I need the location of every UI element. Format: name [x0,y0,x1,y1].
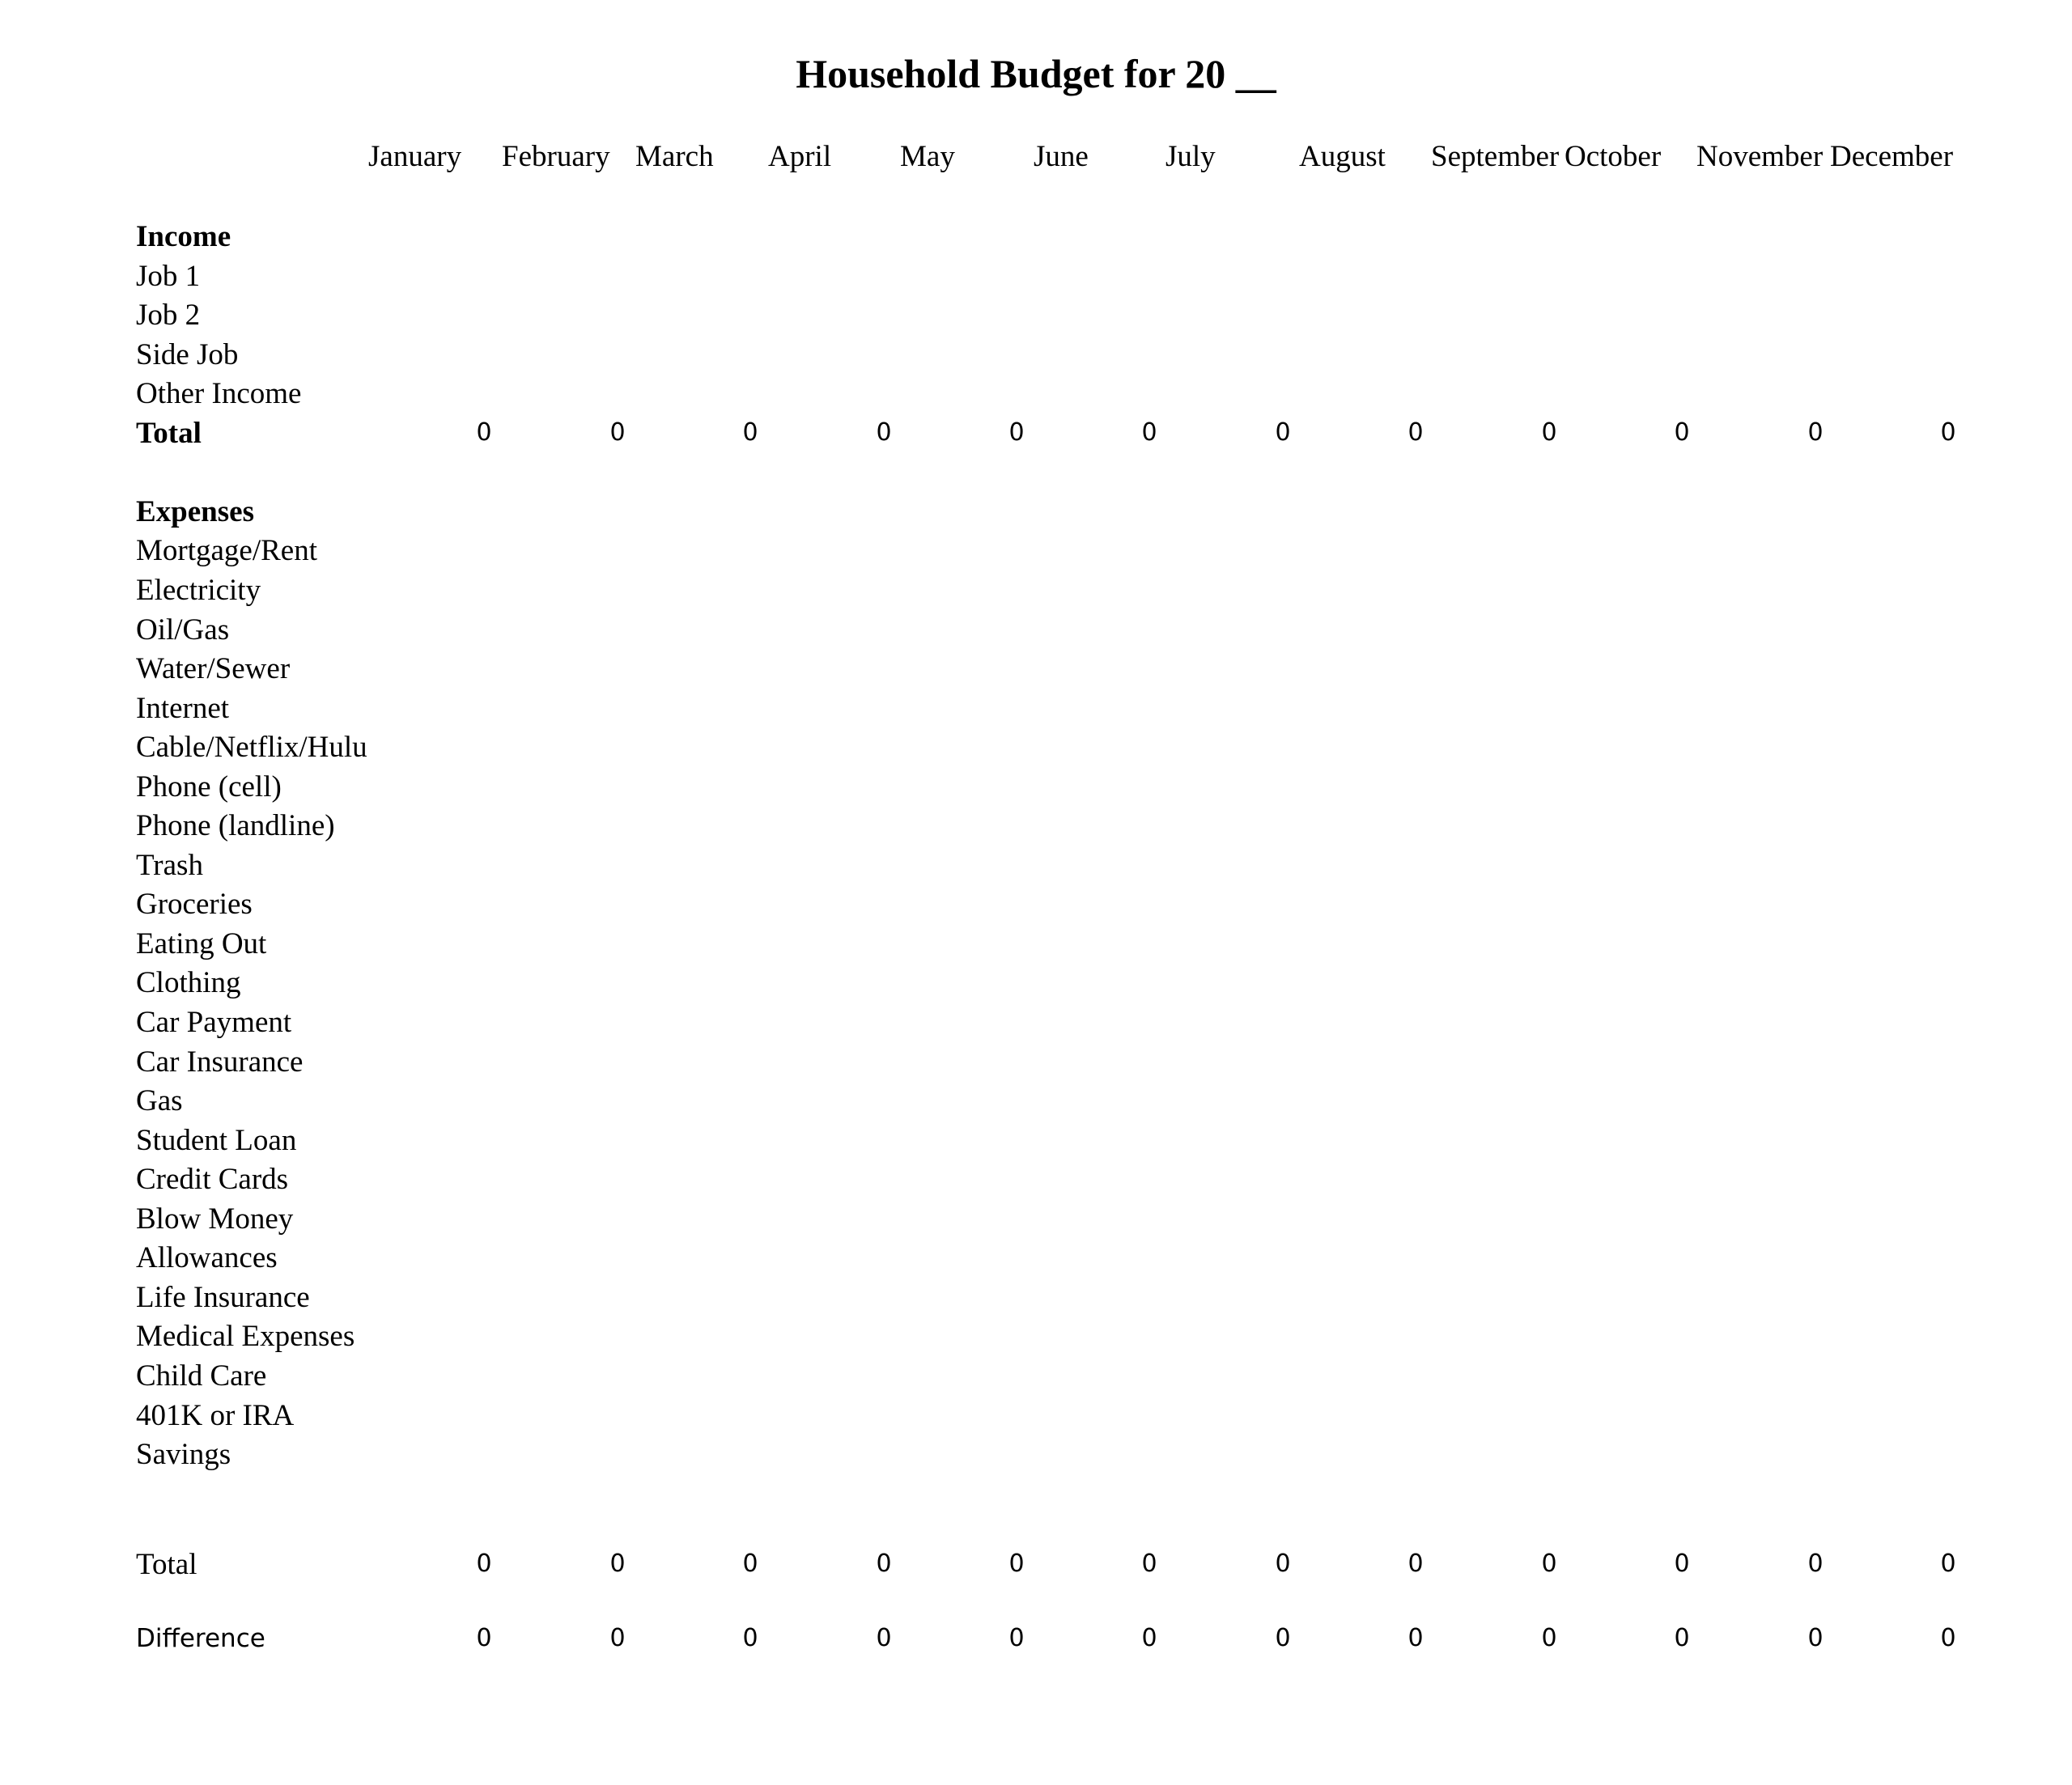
expense-item-savings: Savings [136,1438,231,1471]
month-header-december: December [1830,140,1954,173]
income-total-march: 0 [742,418,758,447]
income-total-may: 0 [1008,418,1025,447]
difference-january: 0 [476,1624,492,1652]
expense-item-clothing: Clothing [136,966,241,999]
expense-item-child-care: Child Care [136,1359,267,1393]
expense-item-car-insurance: Car Insurance [136,1045,304,1079]
expense-item-gas: Gas [136,1084,183,1117]
income-total-august: 0 [1408,418,1424,447]
expenses-total-july: 0 [1275,1550,1291,1578]
income-total-april: 0 [876,418,892,447]
expenses-total-april: 0 [876,1550,892,1578]
income-total-label: Total [136,417,202,450]
month-header-october: October [1565,140,1662,173]
expenses-total-january: 0 [476,1550,492,1578]
month-header-september: September [1431,140,1560,173]
month-header-may: May [900,140,955,173]
difference-label: Difference [136,1624,265,1653]
expense-item-water-sewer: Water/Sewer [136,652,291,685]
expenses-total-may: 0 [1008,1550,1025,1578]
expenses-total-august: 0 [1408,1550,1424,1578]
expense-item-phone-landline: Phone (landline) [136,809,335,842]
expenses-total-march: 0 [742,1550,758,1578]
month-header-january: January [368,140,462,173]
income-total-november: 0 [1807,418,1824,447]
income-total-january: 0 [476,418,492,447]
month-header-november: November [1696,140,1824,173]
expense-item-allowances: Allowances [136,1241,278,1274]
expense-item-electricity: Electricity [136,574,261,607]
difference-july: 0 [1275,1624,1291,1652]
page-title: Household Budget for 20 __ [796,51,1276,96]
expense-item-eating-out: Eating Out [136,927,267,960]
difference-february: 0 [609,1624,626,1652]
month-header-march: March [635,140,714,173]
expenses-total-february: 0 [609,1550,626,1578]
expense-item-student-loan: Student Loan [136,1124,297,1157]
expense-item-credit-cards: Credit Cards [136,1163,289,1196]
expenses-heading: Expenses [136,495,254,528]
income-heading: Income [136,220,231,253]
expense-item-groceries: Groceries [136,888,253,921]
expenses-total-june: 0 [1141,1550,1157,1578]
expense-item-medical-expenses: Medical Expenses [136,1320,355,1353]
expense-item-life-insurance: Life Insurance [136,1281,310,1314]
expense-item-trash: Trash [136,849,203,882]
income-total-december: 0 [1940,418,1956,447]
difference-november: 0 [1807,1624,1824,1652]
income-total-june: 0 [1141,418,1157,447]
income-total-february: 0 [609,418,626,447]
income-total-september: 0 [1541,418,1557,447]
difference-june: 0 [1141,1624,1157,1652]
income-total-october: 0 [1674,418,1690,447]
difference-august: 0 [1408,1624,1424,1652]
expense-item-car-payment: Car Payment [136,1006,292,1039]
month-header-april: April [768,140,832,173]
difference-september: 0 [1541,1624,1557,1652]
income-item-side-job: Side Job [136,338,239,371]
month-header-august: August [1299,140,1386,173]
month-header-june: June [1034,140,1089,173]
expense-item-mortgage-rent: Mortgage/Rent [136,534,318,567]
expense-item-phone-cell: Phone (cell) [136,770,282,803]
expenses-total-november: 0 [1807,1550,1824,1578]
expense-item-oil-gas: Oil/Gas [136,613,230,647]
expenses-total-september: 0 [1541,1550,1557,1578]
expense-item-blow-money: Blow Money [136,1202,294,1236]
expense-item-401k-or-ira: 401K or IRA [136,1399,295,1432]
income-total-july: 0 [1275,418,1291,447]
expenses-total-december: 0 [1940,1550,1956,1578]
expense-item-cable-netflix-hulu: Cable/Netflix/Hulu [136,731,367,764]
expense-item-internet: Internet [136,692,230,725]
difference-march: 0 [742,1624,758,1652]
difference-may: 0 [1008,1624,1025,1652]
income-item-job-1: Job 1 [136,260,201,293]
expenses-total-october: 0 [1674,1550,1690,1578]
month-header-july: July [1166,140,1216,173]
month-header-february: February [502,140,610,173]
income-item-job-2: Job 2 [136,299,201,332]
difference-april: 0 [876,1624,892,1652]
difference-october: 0 [1674,1624,1690,1652]
expenses-total-label: Total [136,1548,197,1581]
difference-december: 0 [1940,1624,1956,1652]
income-item-other-income: Other Income [136,377,302,410]
